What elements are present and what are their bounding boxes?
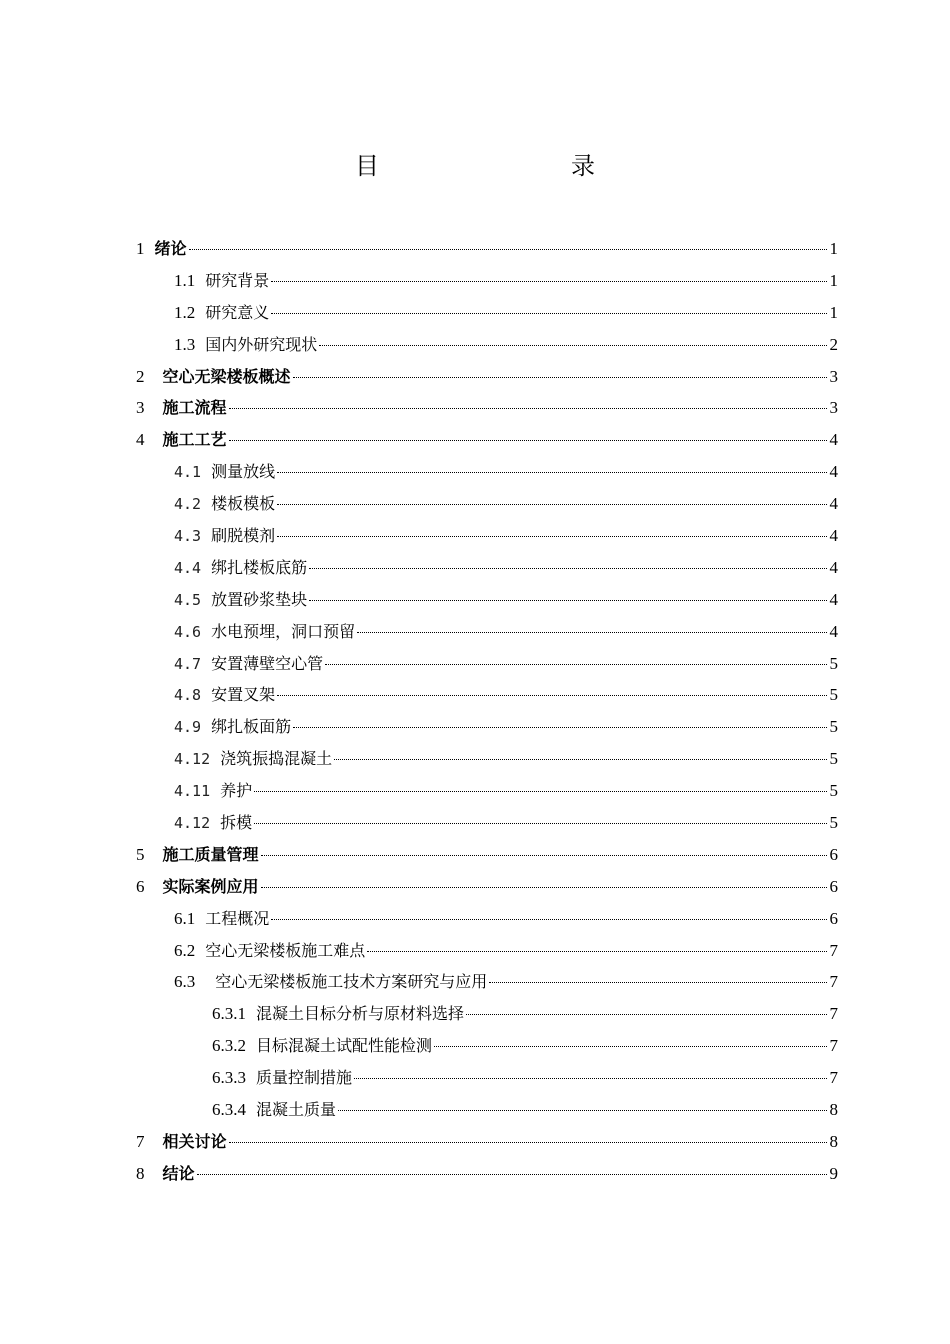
toc-entry[interactable]	[136, 711, 838, 743]
toc-entry-page: 5	[829, 813, 838, 833]
toc-entry-number: 4.5	[174, 590, 202, 609]
toc-entry-title: 研究背景	[205, 270, 270, 290]
toc-entry-number: 4.6	[174, 622, 202, 641]
toc-entry-page: 3	[829, 398, 838, 418]
dot-leader	[271, 313, 827, 314]
toc-entry-page: 1	[829, 239, 838, 258]
toc-entry-page: 4	[829, 430, 838, 450]
dot-leader	[434, 1046, 827, 1047]
toc-entry-page: 9	[829, 1163, 838, 1183]
toc-entry-page: 8	[829, 1100, 838, 1120]
toc-entry[interactable]	[136, 839, 838, 871]
toc-entry[interactable]	[136, 361, 838, 393]
dot-leader	[271, 919, 827, 920]
toc-entry-title: 实际案例应用	[162, 876, 259, 896]
toc-entry-number: 4.7	[174, 654, 202, 673]
dot-leader	[367, 951, 827, 952]
toc-entry[interactable]	[136, 265, 838, 297]
toc-entry-number: 4.8	[174, 686, 202, 705]
toc-entry-page: 5	[829, 717, 838, 737]
toc-entry[interactable]	[136, 392, 838, 424]
toc-entry-number: 1	[136, 239, 145, 258]
toc-entry-page: 1	[829, 270, 838, 290]
toc-entry-page: 4	[829, 621, 838, 641]
dot-leader	[277, 504, 827, 505]
dot-leader	[334, 759, 827, 760]
toc-entry-page: 7	[829, 1068, 838, 1088]
toc-entry-number: 4.12	[174, 814, 211, 833]
dot-leader	[325, 664, 827, 665]
toc-entry-title: 施工质量管理	[162, 844, 259, 864]
toc-entry-title: 楼板模板	[211, 494, 276, 514]
toc-entry-number: 4.3	[174, 527, 202, 546]
toc-entry[interactable]	[136, 1126, 838, 1158]
dot-leader	[354, 1078, 827, 1079]
toc-entry-number: 4.2	[174, 495, 202, 514]
toc-entry-page: 5	[829, 653, 838, 673]
toc-entry-number: 4.12	[174, 750, 211, 769]
dot-leader	[277, 695, 827, 696]
dot-leader	[293, 727, 827, 728]
dot-leader	[254, 791, 827, 792]
dot-leader	[197, 1174, 827, 1175]
toc-entry[interactable]	[136, 871, 838, 903]
toc-entry-title: 浇筑振捣混凝土	[220, 749, 333, 769]
dot-leader	[309, 568, 827, 569]
dot-leader	[489, 982, 827, 983]
toc-entry-number: 4.9	[174, 718, 202, 737]
toc-entry-title: 工程概况	[205, 908, 270, 928]
toc-entry-page: 4	[829, 526, 838, 546]
toc-entry-number: 8	[136, 1163, 145, 1183]
toc-entry-page: 7	[829, 940, 838, 960]
toc-entry[interactable]	[136, 807, 838, 839]
toc-entry-number: 7	[136, 1131, 145, 1151]
toc-entry-number: 4.11	[174, 782, 211, 801]
dot-leader	[271, 281, 827, 282]
toc-entry-title: 相关讨论	[162, 1131, 227, 1151]
toc-entry[interactable]	[136, 584, 838, 616]
toc-entry[interactable]	[136, 616, 838, 648]
toc-entry-title: 绑扎楼板底筋	[211, 557, 308, 577]
dot-leader	[357, 632, 827, 633]
toc-entry[interactable]	[136, 679, 838, 711]
toc-entry-page: 5	[829, 749, 838, 769]
toc-entry-page: 1	[829, 302, 838, 322]
toc-entry[interactable]	[136, 488, 838, 520]
toc-entry-number: 6.1	[174, 908, 196, 928]
toc-entry[interactable]	[136, 1062, 838, 1094]
dot-leader	[319, 345, 827, 346]
toc-entry[interactable]	[136, 1158, 838, 1190]
toc-entry[interactable]	[136, 1030, 838, 1062]
dot-leader	[277, 472, 827, 473]
toc-entry-page: 4	[829, 494, 838, 514]
toc-entry-title: 空心无梁楼板施工难点	[205, 940, 366, 960]
toc-entry[interactable]	[136, 966, 838, 998]
toc-entry-number: 6.3	[174, 972, 196, 992]
toc-entry[interactable]	[136, 775, 838, 807]
toc-entry[interactable]	[136, 903, 838, 935]
toc-entry-title: 施工流程	[162, 398, 227, 418]
toc-entry[interactable]	[136, 233, 838, 265]
toc-entry-number: 5	[136, 844, 145, 864]
toc-entry-number: 6	[136, 876, 145, 896]
dot-leader	[466, 1014, 827, 1015]
toc-entry-number: 3	[136, 398, 145, 418]
toc-entry-title: 养护	[220, 781, 253, 801]
toc-entry[interactable]	[136, 648, 838, 680]
toc-entry[interactable]	[136, 743, 838, 775]
toc-entry-number: 6.2	[174, 940, 196, 960]
toc-entry-title: 结论	[162, 1163, 195, 1183]
table-of-contents	[136, 233, 838, 1190]
toc-entry-page: 6	[829, 844, 838, 864]
toc-entry-page: 7	[829, 1036, 838, 1056]
dot-leader	[261, 887, 827, 888]
toc-entry[interactable]	[136, 297, 838, 329]
toc-entry-number: 6.3.1	[212, 1004, 246, 1024]
toc-entry-page: 8	[829, 1131, 838, 1151]
dot-leader	[254, 823, 827, 824]
toc-entry-title: 水电预埋，洞口预留	[211, 621, 356, 641]
toc-heading: 目 录	[355, 152, 643, 180]
toc-entry-page: 7	[829, 1004, 838, 1024]
toc-entry-page: 5	[829, 685, 838, 705]
toc-entry[interactable]	[136, 456, 838, 488]
toc-entry-title: 刷脱模剂	[211, 526, 276, 546]
toc-entry[interactable]	[136, 1094, 838, 1126]
toc-entry-page: 4	[829, 589, 838, 609]
toc-entry[interactable]	[136, 935, 838, 967]
toc-entry-number: 1.2	[174, 302, 196, 322]
toc-entry[interactable]	[136, 998, 838, 1030]
dot-leader	[293, 377, 827, 378]
toc-entry-page: 6	[829, 908, 838, 928]
toc-entry-number: 1.1	[174, 270, 196, 290]
toc-entry-title: 施工工艺	[162, 430, 227, 450]
toc-entry-title: 安置叉架	[211, 685, 276, 705]
toc-entry-title: 绪论	[154, 239, 187, 258]
toc-entry-title: 混凝土目标分析与原材料选择	[256, 1004, 465, 1024]
dot-leader	[261, 855, 827, 856]
toc-entry-number: 2	[136, 366, 145, 386]
toc-entry-number: 4.4	[174, 558, 202, 577]
toc-entry[interactable]	[136, 520, 838, 552]
toc-entry-title: 空心无梁楼板施工技术方案研究与应用	[215, 972, 488, 992]
toc-entry-page: 4	[829, 462, 838, 482]
toc-entry-number: 1.3	[174, 334, 196, 354]
toc-entry-number: 6.3.2	[212, 1036, 246, 1056]
dot-leader	[229, 1142, 827, 1143]
toc-entry-page: 3	[829, 366, 838, 386]
toc-entry-title: 目标混凝土试配性能检测	[256, 1036, 433, 1056]
toc-entry-title: 绑扎板面筋	[211, 717, 292, 737]
toc-entry-title: 空心无梁楼板概述	[162, 366, 291, 386]
toc-entry-number: 4.1	[174, 463, 202, 482]
dot-leader	[229, 408, 827, 409]
dot-leader	[338, 1110, 827, 1111]
toc-entry-number: 4	[136, 430, 145, 450]
toc-entry-title: 研究意义	[205, 302, 270, 322]
toc-entry-page: 6	[829, 876, 838, 896]
toc-entry[interactable]	[136, 329, 838, 361]
toc-entry[interactable]	[136, 552, 838, 584]
toc-entry-title: 拆模	[220, 813, 253, 833]
dot-leader	[189, 249, 827, 250]
toc-entry-page: 5	[829, 781, 838, 801]
toc-entry-number: 6.3.4	[212, 1100, 246, 1120]
toc-entry-title: 测量放线	[211, 462, 276, 482]
toc-entry-title: 质量控制措施	[256, 1068, 353, 1088]
toc-entry-page: 7	[829, 972, 838, 992]
toc-entry-page: 2	[829, 334, 838, 354]
dot-leader	[229, 440, 827, 441]
toc-entry-number: 6.3.3	[212, 1068, 246, 1088]
toc-entry-page: 4	[829, 557, 838, 577]
toc-entry[interactable]	[136, 424, 838, 456]
toc-entry-title: 放置砂浆垫块	[211, 589, 308, 609]
dot-leader	[277, 536, 827, 537]
toc-entry-title: 安置薄壁空心管	[211, 653, 324, 673]
dot-leader	[309, 600, 827, 601]
toc-entry-title: 混凝土质量	[256, 1100, 337, 1120]
toc-entry-title: 国内外研究现状	[205, 334, 318, 354]
